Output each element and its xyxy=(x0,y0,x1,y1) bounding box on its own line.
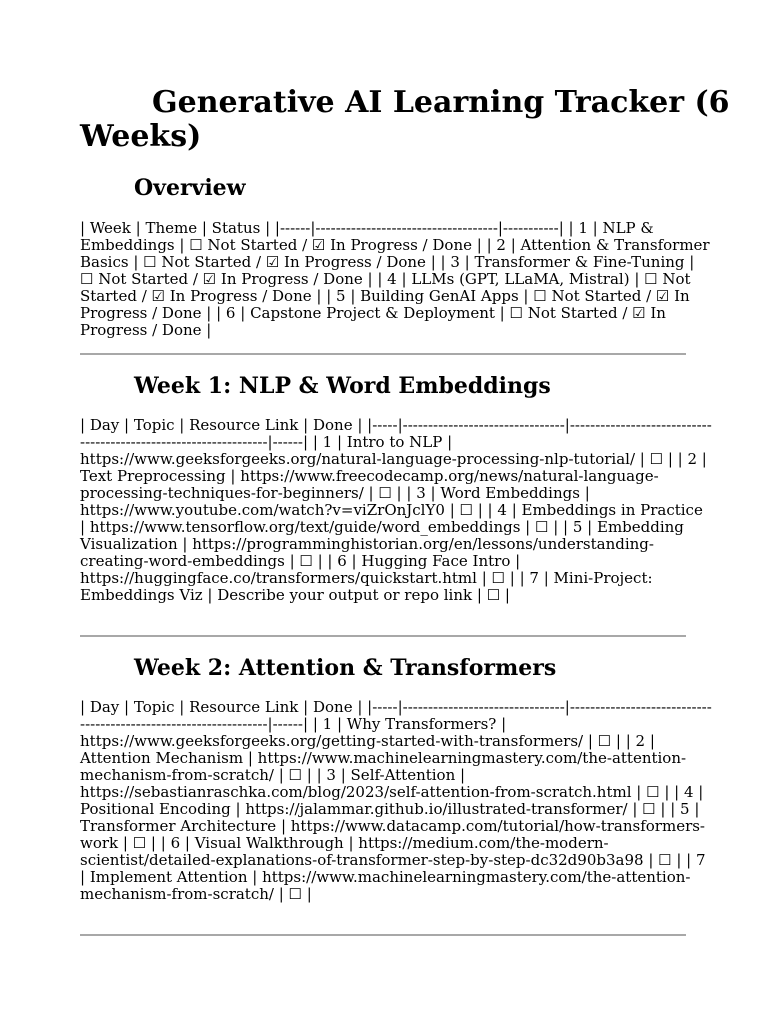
overview-heading: Overview xyxy=(134,175,246,201)
week2-heading: Week 2: Attention & Transformers xyxy=(134,655,557,681)
overview-table-text: | Week | Theme | Status | |------|------------------------------------|-----------| | 1 | NLP & Embeddings | ☐ Not Started / ☑ In Progress / Done | | 2 | Attention & Transformer Basics | ☐ Not Started / ☑ In Progress / Done | | 3 | Transformer & Fine-Tuning | ☐ Not Started / ☑ In Progress / Done | | 4 | LLMs (GPT, LLaMA, Mistral) | ☐ Not Started / ☑ In Progress / Done | | 5 | Building GenAI Apps | ☐ Not Started / ☑ In Progress / Done | | 6 | Capstone Project & Deployment | ☐ Not Started / ☑ In Progress / Done | xyxy=(80,219,710,339)
week1-heading: Week 1: NLP & Word Embeddings xyxy=(134,373,551,399)
document-title: Generative AI Learning Tracker (6 Weeks) xyxy=(80,85,730,154)
week1-table-text: | Day | Topic | Resource Link | Done | |-----|--------------------------------|-----------------------------------------------------------------|------| | 1 | Intro to NLP | https://www.geeksforgeeks.org/natural-language-processing-nlp-tutorial/ | ☐ | | 2 | Text Preprocessing | https://www.freecodecamp.org/news/natural-language-processing-techniques-for-beginners/ | ☐ | | 3 | Word Embeddings | https://www.youtube.com/watch?v=viZrOnJclY0 | ☐ | | 4 | Embeddings in Practice | https://www.tensorflow.org/text/guide/word_embeddings | ☐ | | 5 | Embedding Visualization | https://programminghistorian.org/en/lessons/understanding-creating-word-embeddings | ☐ | | 6 | Hugging Face Intro | https://huggingface.co/transformers/quickstart.html | ☐ | | 7 | Mini-Project: Embeddings Viz | Describe your output or repo link | ☐ | xyxy=(80,416,712,604)
section-divider xyxy=(80,635,686,637)
section-divider xyxy=(80,353,686,355)
section-divider xyxy=(80,934,686,936)
week2-table-text: | Day | Topic | Resource Link | Done | |-----|--------------------------------|-----------------------------------------------------------------|------| | 1 | Why Transformers? | https://www.geeksforgeeks.org/getting-started-with-transformers/ | ☐ | | 2 | Attention Mechanism | https://www.machinelearningmastery.com/the-attention-mechanism-from-scratch/ | ☐ | | 3 | Self-Attention | https://sebastianraschka.com/blog/2023/self-attention-from-scratch.html | ☐ | | 4 | Positional Encoding | https://jalammar.github.io/illustrated-transformer/ | ☐ | | 5 | Transformer Architecture | https://www.datacamp.com/tutorial/how-transformers-work | ☐ | | 6 | Visual Walkthrough | https://medium.com/the-modern-scientist/detailed-explanations-of-transformer-step-by-step-dc32d90b3a98 | ☐ | | 7 | Implement Attention | https://www.machinelearningmastery.com/the-attention-mechanism-from-scratch/ | ☐ | xyxy=(80,698,712,903)
